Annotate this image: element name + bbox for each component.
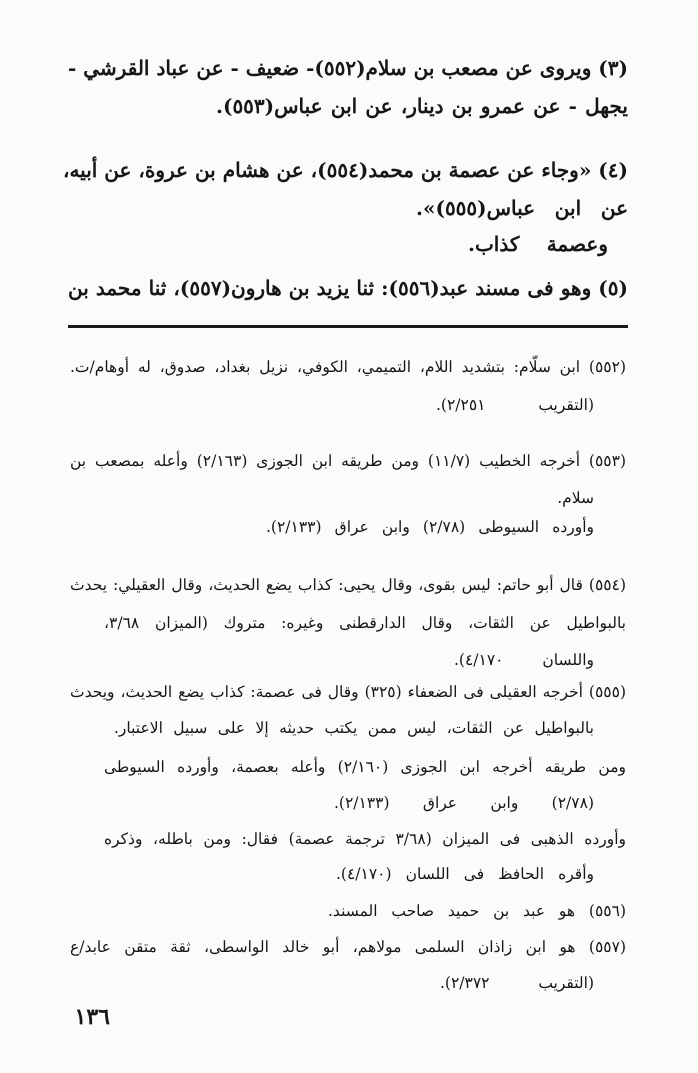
footnote-line: بالبواطيل عن الثقات، ليس ممن يكتب حديثه إلا على سبيل الاعتبار. xyxy=(114,719,594,737)
page-number: ١٣٦ xyxy=(74,1004,110,1030)
footnote-line: (٥٥٤) قال أبو حاتم: ليس بقوى، وقال يحيى: كذاب يضع الحديث، وقال العقيلي: يحدث xyxy=(70,576,626,594)
footnote-line: سلام. xyxy=(557,489,594,507)
main-text-line: (٥) وهو فى مسند عبد(٥٥٦): ثنا يزيد بن هارون(٥٥٧)، ثنا محمد بن xyxy=(68,276,628,300)
footnote-line: وأورده الذهبى فى الميزان (٣/٦٨ ترجمة عصمة) فقال: ومن باطله، وذكره xyxy=(104,830,626,848)
footnote-line: (٥٥٢) ابن سلّام: بتشديد اللام، التميمي، الكوفي، نزيل بغداد، صدوق، له أوهام/ت. xyxy=(70,358,626,376)
footnote-line: (٥٥٣) أخرجه الخطيب (١١/٧) ومن طريقه ابن الجوزى (٢/١٦٣) وأعله بمصعب بن xyxy=(70,452,627,470)
footnote-separator xyxy=(68,325,628,328)
footnote-line: (٢/٧٨) وابن عراق (٢/١٣٣). xyxy=(334,794,594,812)
footnote-line: (٥٥٧) هو ابن زاذان السلمى مولاهم، أبو خالد الواسطى، ثقة متقن عابد/ع xyxy=(70,938,626,956)
footnote-line: وأقره الحافظ فى اللسان (٤/١٧٠). xyxy=(336,865,594,883)
footnote-line: ومن طريقه أخرجه ابن الجوزى (٢/١٦٠) وأعله بعصمة، وأورده السيوطى xyxy=(104,758,626,776)
main-text-line: يجهل - عن عمرو بن دينار، عن ابن عباس(٥٥٣). xyxy=(216,94,628,118)
main-text-line: عن ابن عباس(٥٥٥)». xyxy=(416,196,628,220)
footnote-line: وأورده السيوطى (٢/٧٨) وابن عراق (٢/١٣٣). xyxy=(266,518,595,536)
main-text-line: (٤) «وجاء عن عصمة بن محمد(٥٥٤)، عن هشام بن عروة، عن أبيه، xyxy=(63,158,628,182)
footnote-line: بالبواطيل عن الثقات، وقال الدارقطنى وغيره: متروك (الميزان ٣/٦٨، xyxy=(104,614,626,632)
main-text-line: (٣) ويروى عن مصعب بن سلام(٥٥٢)- ضعيف - عن عباد القرشي - xyxy=(67,56,628,80)
footnote-line: (٥٥٥) أخرجه العقيلى فى الضعفاء (٣٢٥) وقال فى عصمة: كذاب يضع الحديث، ويحدث xyxy=(70,683,626,701)
footnote-line: واللسان ٤/١٧٠). xyxy=(454,651,594,669)
footnote-line: (٥٥٦) هو عبد بن حميد صاحب المسند. xyxy=(328,902,626,920)
footnote-line: (التقريب ٢/٢٥١). xyxy=(436,396,594,414)
footnote-line: (التقريب ٢/٣٧٢). xyxy=(440,974,594,992)
main-text-line: وعصمة كذاب. xyxy=(468,232,608,256)
